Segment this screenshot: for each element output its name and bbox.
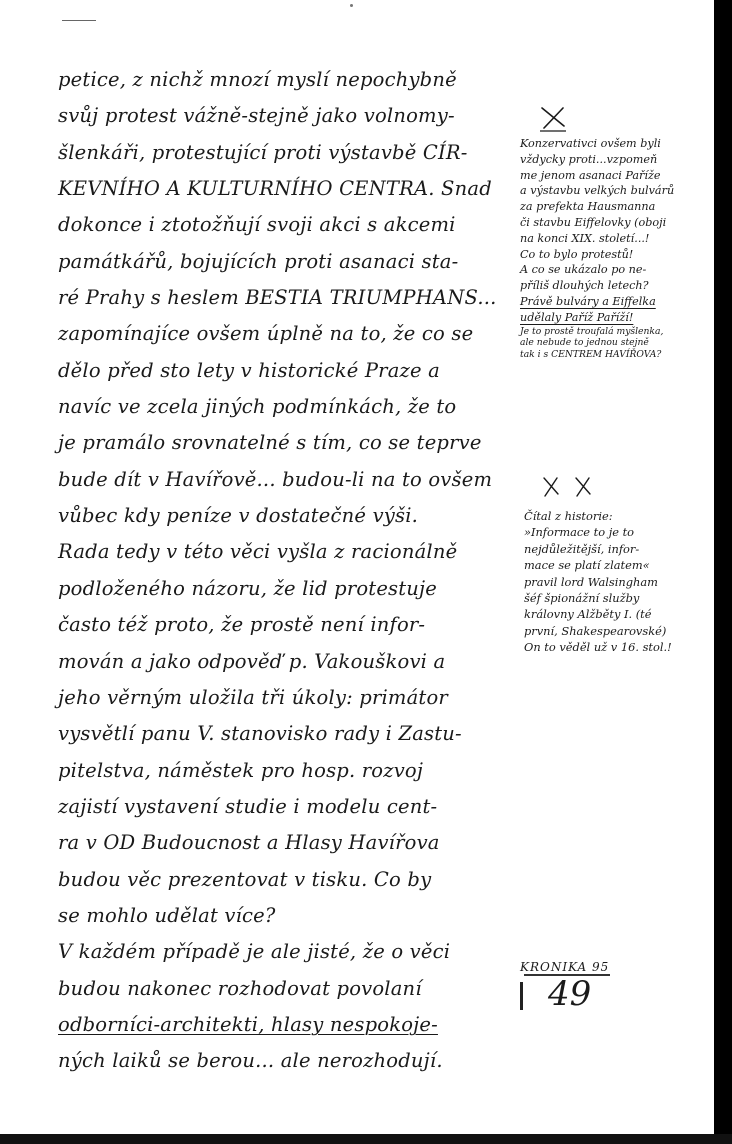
page-number-box	[520, 974, 610, 1014]
margin-note-line: šéf špionážní služby	[524, 590, 640, 605]
text-line: se mohlo udělat více?	[58, 903, 276, 927]
main-handwritten-text	[58, 62, 518, 1080]
chronicle-label: KRONIKA 95	[520, 960, 610, 974]
text-line: svůj protest vážně-stejně jako volnomy-	[58, 104, 455, 128]
top-ink-dot	[350, 4, 353, 7]
text-line: ra v OD Budoucnost a Hlasy Havířova	[58, 831, 440, 855]
margin-note-line: či stavbu Eiffelovky (oboji	[520, 215, 667, 229]
margin-note-line: pravil lord Walsingham	[524, 574, 658, 589]
text-line: budou nakonec rozhodovat povolaní	[58, 976, 422, 1000]
text-line: bude dít v Havířově... budou-li na to ovšem	[58, 467, 493, 491]
text-line: ré Prahy s heslem BESTIA TRIUMPHANS...	[58, 286, 497, 310]
margin-note-line: příliš dlouhých letech?	[520, 279, 649, 293]
text-line: budou věc prezentovat v tisku. Co by	[58, 867, 432, 891]
margin-note-line: »Informace to je to	[524, 525, 635, 540]
margin-note-line: ale nebude to jednou stejně	[520, 337, 649, 349]
margin-note-line: královny Alžběty I. (té	[524, 607, 652, 622]
text-line: ných laiků se berou... ale nerozhodují.	[58, 1049, 443, 1073]
text-line: šlenkáři, protestující proti výstavbě CÍR-	[58, 140, 468, 164]
text-line: jeho věrným uložila tři úkoly: primátor	[58, 685, 448, 709]
page-number: 49	[548, 974, 592, 1014]
double-mark-icon	[540, 474, 600, 500]
margin-note-line: Co to bylo protestů!	[520, 247, 634, 261]
margin-note-line: Konzervativci ovšem byli	[520, 137, 661, 150]
text-line: vysvětlí panu V. stanovisko rady i Zastu-	[58, 722, 462, 746]
margin-note-line: vždycky proti...vzpomeň	[520, 152, 658, 166]
text-line: dokonce i ztotožňují svoji akci s akcemi	[58, 213, 456, 237]
text-line: pitelstva, náměstek pro hosp. rozvoj	[58, 758, 424, 782]
text-line: Rada tedy v této věci vyšla z racionálně	[58, 540, 458, 564]
margin-note-line-underlined: udělaly Paříž Paříží!	[520, 310, 634, 324]
text-line: navíc ve zcela jiných podmínkách, že to	[58, 395, 457, 419]
text-line: často též proto, že prostě není infor-	[58, 613, 426, 637]
text-line: zapomínajíce ovšem úplně na to, že co se	[58, 322, 474, 346]
text-line: petice, z nichž mnozí myslí nepochybně	[58, 68, 457, 91]
text-line: památkářů, bojujících proti asanaci sta-	[58, 249, 459, 273]
text-line: zajistí vystavení studie i modelu cent-	[58, 794, 438, 818]
text-line: podloženého názoru, že lid protestuje	[58, 576, 438, 600]
margin-note-line-underlined: Právě bulváry a Eiffelka	[520, 294, 656, 308]
margin-note-line: On to věděl už v 16. stol.!	[524, 640, 672, 655]
text-line: dělo před sto lety v historické Praze a	[58, 358, 440, 382]
text-line: KEVNÍHO A KULTURNÍHO CENTRA. Snad	[58, 177, 492, 201]
text-line: je pramálo srovnatelné s tím, co se teprve	[58, 431, 482, 455]
scan-edge-right	[714, 0, 732, 1144]
margin-note-line: na konci XIX. století...!	[520, 231, 650, 245]
page-box-left-line	[520, 982, 523, 1010]
text-line-underlined: odborníci-architekti, hlasy nespokoje-	[58, 1012, 438, 1036]
text-line: mován a jako odpověď p. Vakouškovi a	[58, 649, 446, 673]
margin-note-line: a výstavbu velkých bulvárů	[520, 184, 675, 198]
scan-edge-bottom	[0, 1134, 732, 1144]
margin-note-eiffel	[520, 136, 715, 360]
margin-note-line: A co se ukázalo po ne-	[520, 263, 647, 277]
top-pen-mark	[62, 20, 96, 21]
margin-note-line: tak i s CENTREM HAVÍŘOVA?	[520, 348, 662, 360]
cross-mark-icon	[538, 104, 568, 134]
margin-note-line: mace se platí zlatem«	[524, 558, 650, 573]
text-line: vůbec kdy peníze v dostatečné výši.	[58, 504, 419, 528]
margin-note-line: me jenom asanaci Paříže	[520, 168, 661, 182]
margin-note-line: nejdůležitější, infor-	[524, 541, 640, 556]
margin-note-line: první, Shakespearovské)	[524, 623, 667, 638]
margin-note-walsingham	[524, 508, 716, 656]
text-line: V každém případě je ale jisté, že o věci	[58, 940, 451, 964]
margin-note-line: Je to prostě troufalá myšlenka,	[520, 325, 664, 337]
margin-note-line: Čítal z historie:	[524, 509, 613, 523]
margin-note-line: za prefekta Hausmanna	[520, 200, 656, 214]
